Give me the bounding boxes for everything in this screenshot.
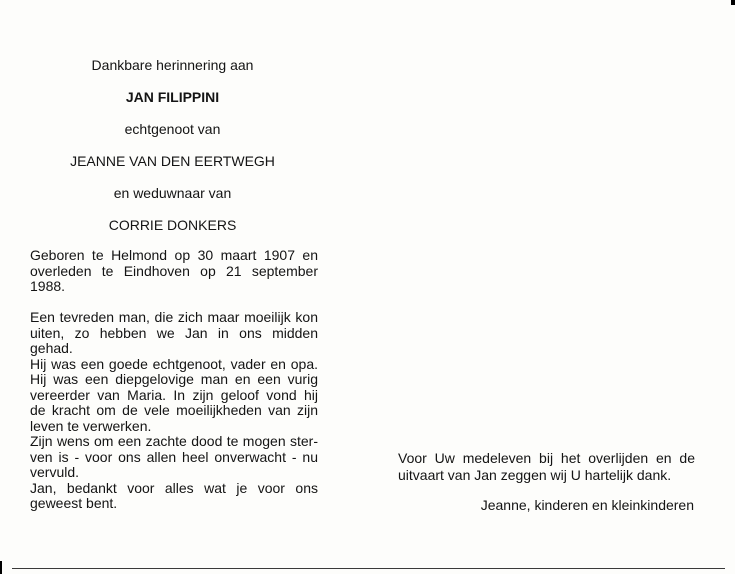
text-line: geweest bent. bbox=[30, 495, 118, 511]
text-line: Jan, bedankt voor alles wat je voor ons bbox=[30, 479, 318, 496]
late-wife-name: CORRIE DONKERS bbox=[108, 217, 237, 233]
thanks-paragraph bbox=[398, 450, 695, 484]
scan-edge-mark bbox=[0, 561, 2, 574]
scan-edge-mark bbox=[731, 0, 735, 5]
bottom-rule bbox=[12, 568, 725, 569]
text-line: Een tevreden man, die zich maar moeilijk kon bbox=[30, 309, 318, 325]
spouse-name: JEANNE VAN DEN EERTWEGH bbox=[70, 153, 275, 169]
text-line: uitvaart van Jan zeggen wij U hartelijk dank. bbox=[398, 467, 672, 483]
text-line: Hij was een diepgelovige man en een vurig bbox=[30, 371, 318, 387]
tribute-paragraph bbox=[30, 310, 318, 512]
text-line: vervuld. bbox=[30, 464, 80, 480]
signature-line: Jeanne, kinderen en kleinkinderen bbox=[480, 497, 694, 513]
widower-relation: en weduwnaar van bbox=[113, 185, 232, 201]
deceased-name: JAN FILIPPINI bbox=[125, 89, 220, 105]
text-line: 1988. bbox=[30, 278, 66, 294]
text-line: overleden te Eindhoven op 21 september bbox=[30, 262, 318, 279]
text-line: uiten, zo hebben we Jan in ons midden bbox=[30, 324, 318, 341]
intro-line: Dankbare herinnering aan bbox=[91, 57, 254, 73]
text-line: leven te verwerken. bbox=[30, 417, 152, 434]
birth-death-paragraph bbox=[30, 248, 318, 295]
text-line: Geboren te Helmond op 30 maart 1907 en bbox=[30, 247, 318, 263]
text-line: vereerder van Maria. In zijn geloof vond hij bbox=[30, 386, 318, 403]
spouse-relation: echtgenoot van bbox=[124, 121, 221, 137]
text-line: Zijn wens om een zachte dood te mogen ster- bbox=[30, 433, 318, 449]
text-line: gehad. bbox=[30, 340, 73, 356]
text-line: de kracht om de vele moeilijkheden van zijn bbox=[30, 402, 318, 418]
text-line: Hij was een goede echtgenoot, vader en opa. bbox=[30, 355, 318, 372]
text-line: Voor Uw medeleven bij het overlijden en de bbox=[398, 450, 695, 466]
text-line: ven is - voor ons allen heel onverwacht - nu bbox=[30, 448, 318, 465]
